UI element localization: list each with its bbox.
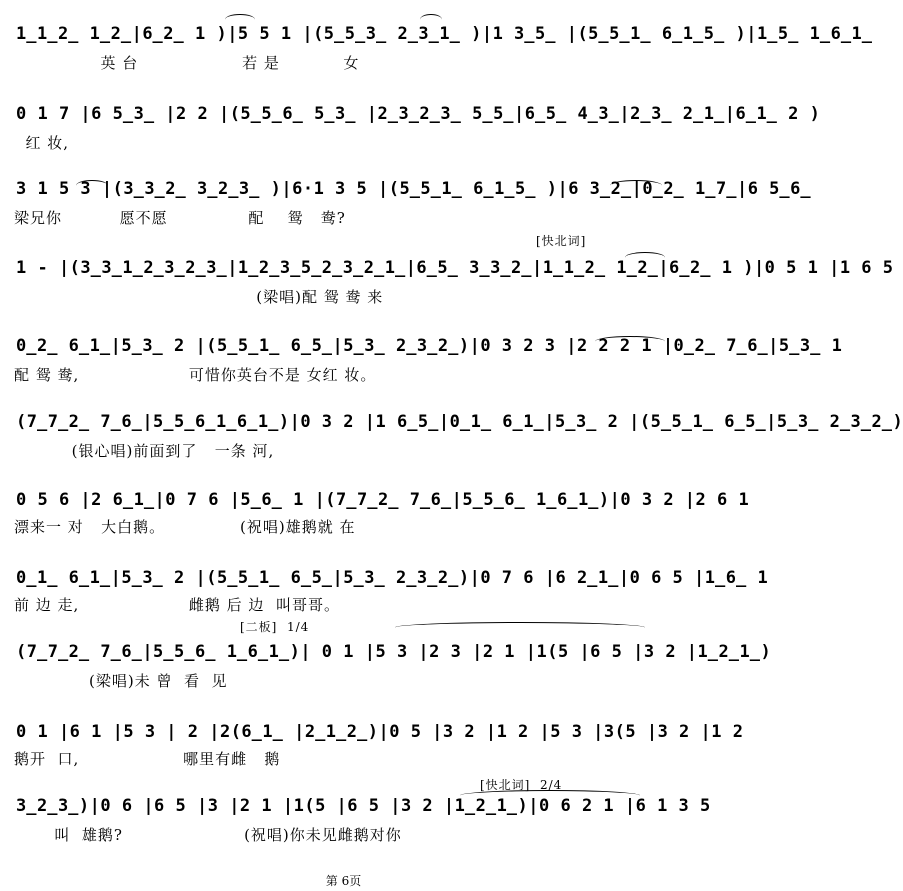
lyrics-line: (银心唱)前面到了 一条 河, — [14, 442, 275, 460]
notation-line: (7̲7̲2̲ 7̲6̲|5̲5̲6̲1̲6̲1̲)|0 3 2 |1 6̲5̲|0̲1̲ 6̲1̲|5̲3̲ 2 |(5̲5̲1̲ 6̲5̲|5̲3̲ 2̲3̲2̲) — [16, 412, 903, 432]
notation-line: 0̲2̲ 6̲1̲|5̲3̲ 2 |(5̲5̲1̲ 6̲5̲|5̲3̲ 2̲3̲2̲)|0 3 2 3 |2 2 2 1 |0̲2̲ 7̲6̲|5̲3̲ 1 — [16, 336, 843, 356]
notation-line: (7̲7̲2̲ 7̲6̲|5̲5̲6̲ 1̲6̲1̲)| 0 1 |5 3 |2 3 |2 1 |1(5 |6 5 |3 2 |1̲2̲1̲) — [16, 642, 772, 662]
section-marker: [快北词] — [536, 234, 587, 248]
system-4 — [0, 234, 894, 328]
slur-mark — [595, 336, 665, 347]
lyrics-line: 鹅开 口, 哪里有雌 鹅 — [14, 750, 281, 768]
notation-line: 0 5 6 |2 6̲1̲|0 7 6 |5̲6̲ 1 |(7̲7̲2̲ 7̲6̲|5̲5̲6̲ 1̲6̲1̲)|0 3 2 |2 6 1 — [16, 490, 750, 510]
slur-mark — [76, 180, 108, 191]
notation-line: 3̲2̲3̲)|0 6 |6 5 |3 |2 1 |1(5 |6 5 |3 2 |1̲2̲1̲)|0 6 2 1 |6 1 3 5 — [16, 796, 711, 816]
slur-mark — [625, 252, 665, 263]
section-marker: [二板] 1/4 — [240, 620, 310, 634]
notation-line: 1̲1̲2̲ 1̲2̲|6̲2̲ 1 )|5 5 1 |(5̲5̲3̲ 2̲3̲1̲ )|1 3̲5̲ |(5̲5̲1̲ 6̲1̲5̲ )|1̲5̲ 1̲6̲1̲ — [16, 24, 873, 44]
slur-mark — [225, 14, 255, 25]
lyrics-line: 红 妆, — [14, 134, 70, 152]
lyrics-line: 前 边 走, 雌鹅 后 边 叫哥哥。 — [14, 596, 340, 614]
slur-mark — [420, 14, 442, 25]
slur-mark — [610, 180, 662, 191]
section-marker: [快北词] 2/4 — [480, 778, 563, 792]
lyrics-line: 梁兄你 愿不愿 配 鸳 鸯? — [14, 209, 346, 227]
slur-mark — [460, 790, 640, 801]
lyrics-line: 配 鸳 鸯, 可惜你英台不是 女红 妆。 — [14, 366, 377, 384]
lyrics-line: (梁唱)未 曾 看 见 — [14, 672, 228, 690]
page-number: 第 6页 — [325, 874, 362, 888]
lyrics-line: 英 台 若 是 女 — [14, 54, 360, 72]
notation-line: 0 1 |6 1 |5 3 | 2 |2(6̲1̲ |2̲1̲2̲)|0 5 |3 2 |1 2 |5 3 |3(5 |3 2 |1 2 — [16, 722, 744, 742]
notation-line: 0 1 7 |6 5̲3̲ |2 2 |(5̲5̲6̲ 5̲3̲ |2̲3̲2̲3̲ 5̲5̲|6̲5̲ 4̲3̲|2̲3̲ 2̲1̲|6̲1̲ 2 ) — [16, 104, 821, 124]
notation-line: 3 1 5 3 |(3̲3̲2̲ 3̲2̲3̲ )|6·1 3 5 |(5̲5̲1̲ 6̲1̲5̲ )|6 3̲2̲|0̲2̲ 1̲7̲|6 5̲6̲ — [16, 179, 812, 199]
slur-mark — [395, 622, 645, 633]
lyrics-line: 叫 雄鹅? (祝唱)你未见雌鹅对你 — [14, 826, 402, 844]
lyrics-line: 漂来一 对 大白鹅。 (祝唱)雄鹅就 在 — [14, 518, 356, 536]
lyrics-line: (梁唱)配 鸳 鸯 来 — [14, 288, 384, 306]
notation-line: 1 - |(3̲3̲1̲2̲3̲2̲3̲|1̲2̲3̲5̲2̲3̲2̲1̲|6̲5̲ 3̲3̲2̲|1̲1̲2̲ 1̲2̲|6̲2̲ 1 )|0 5 1 |1 6 5 — [16, 258, 894, 278]
notation-line: 0̲1̲ 6̲1̲|5̲3̲ 2 |(5̲5̲1̲ 6̲5̲|5̲3̲ 2̲3̲2̲)|0 7 6 |6 2̲1̲|0 6 5 |1̲6̲ 1 — [16, 568, 769, 588]
system-1 — [0, 20, 873, 112]
